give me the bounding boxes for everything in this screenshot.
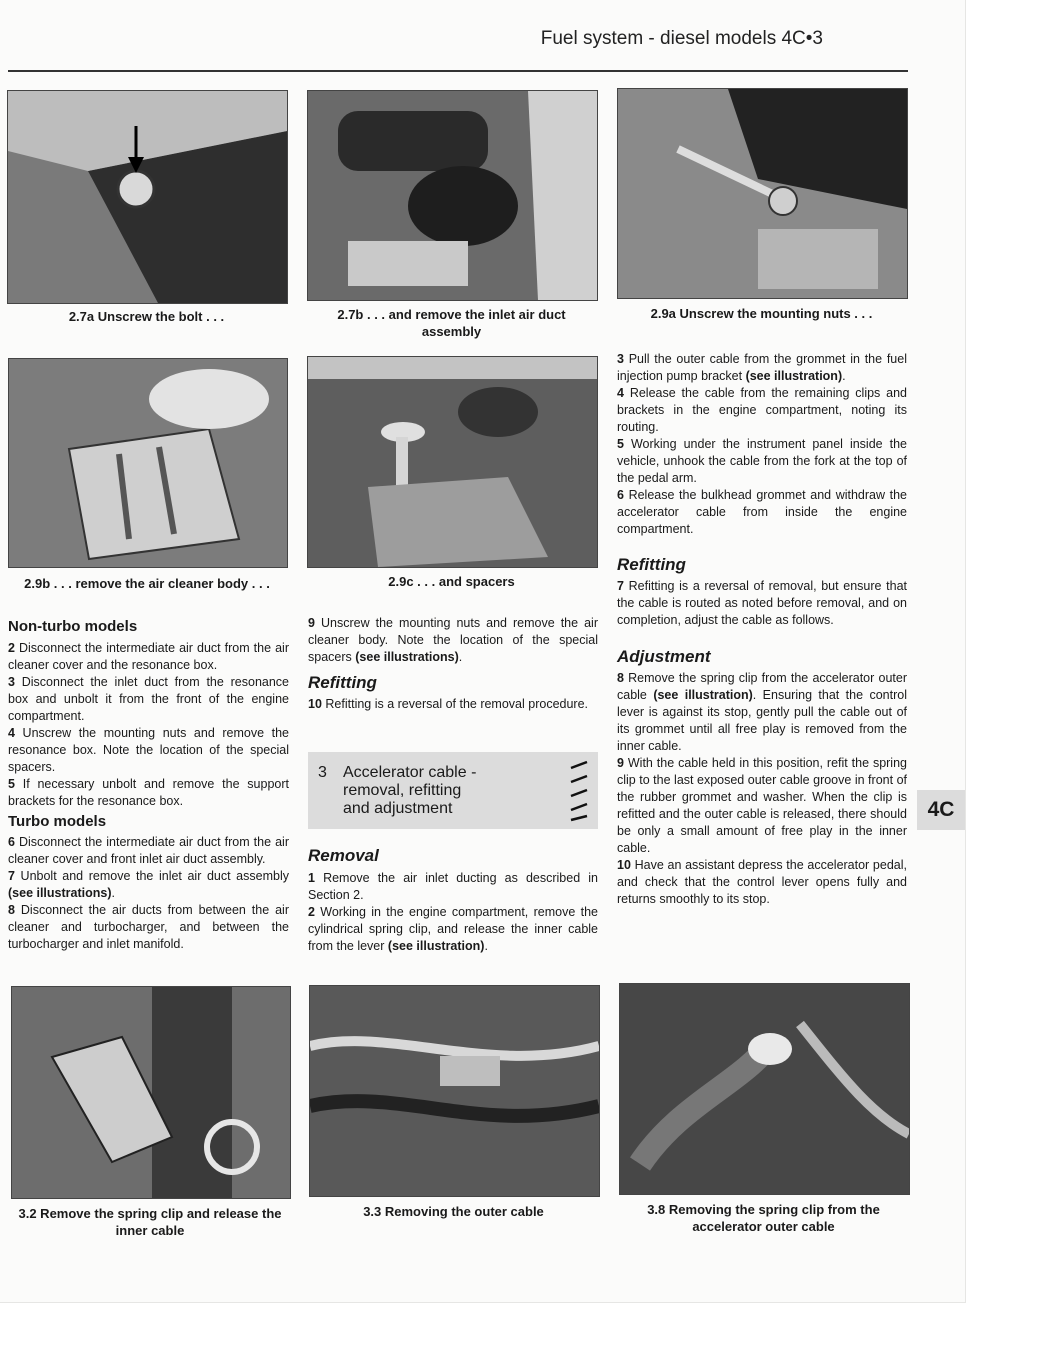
paragraph: 6 Disconnect the intermediate air duct from the air cleaner cover and front inlet air duct assembly. [8,835,289,866]
page-header-title: Fuel system - diesel models 4C•3 [540,28,823,49]
middle-column-bottom [308,845,598,955]
paragraph: 3 Pull the outer cable from the grommet in the fuel injection pump bracket (see illustration). [617,352,907,383]
middle-column-top [308,615,598,713]
paragraph: 2 Working in the engine compartment, remove the cylindrical spring clip, and release the inner cable from the lever (see illustration). [308,905,598,953]
paragraph: 6 Release the bulkhead grommet and withdraw the accelerator cable from inside the engine compartment. [617,488,907,536]
heading-refitting: Refitting [617,555,686,574]
photo-caption: 2.9c . . . and spacers [388,574,515,589]
photo-2-7a [7,90,288,304]
photo-3-3 [309,985,600,1197]
photo-3-2 [11,986,291,1199]
paragraph: 2 Disconnect the intermediate air duct from the air cleaner cover and the resonance box. [8,641,289,672]
paragraph: 9 Unscrew the mounting nuts and remove the air cleaner body. Note the location of the special spacers (see illustrations). [308,616,598,664]
paragraph: 5 If necessary unbolt and remove the support brackets for the resonance box. [8,777,289,808]
photo-3-8 [619,983,910,1195]
photo-caption: 2.9a Unscrew the mounting nuts . . . [650,306,873,321]
paragraph: 10 Refitting is a reversal of the removal procedure. [308,697,589,711]
paragraph: 3 Disconnect the inlet duct from the resonance box and unbolt it from the front of the engine compartment. [8,675,289,723]
section-title: Accelerator cable - removal, refitting and adjustment [343,764,477,817]
difficulty-spanner-icon [565,758,593,824]
photo-caption: 2.9b . . . remove the air cleaner body . . . [24,576,270,591]
photo-caption: 2.7b . . . and remove the inlet air duct assembly [337,307,566,339]
paragraph: 4 Unscrew the mounting nuts and remove the resonance box. Note the location of the special spacers. [8,726,289,774]
photo-2-7b [307,90,598,301]
photo-caption: 3.2 Remove the spring clip and release the inner cable [18,1206,282,1238]
paragraph: 8 Disconnect the air ducts from between the air cleaner and turbocharger, and between the turbocharger and inlet manifold. [8,903,289,951]
heading-adjustment: Adjustment [617,647,711,666]
paragraph: 7 Refitting is a reversal of removal, but ensure that the cable is routed as noted before removal, and on completion, adjust the cable as follows. [617,579,907,627]
photo-2-9b [8,358,288,568]
heading-refitting: Refitting [308,673,377,692]
header-rule [8,70,908,72]
right-column [617,351,907,908]
paragraph: 8 Remove the spring clip from the accelerator outer cable (see illustration). Ensuring that the control lever is against its stop, gently pull the cable out of its grommet until all free play is removed from the inner cable. [617,671,907,753]
paragraph: 4 Release the cable from the remaining clips and brackets in the engine compartment, noting its routing. [617,386,907,434]
paragraph: 10 Have an assistant depress the accelerator pedal, and check that the control lever opens fully and returns smoothly to its stop. [617,858,907,906]
photo-caption: 3.8 Removing the spring clip from the accelerator outer cable [647,1202,880,1234]
paragraph: 5 Working under the instrument panel inside the vehicle, unhook the cable from the fork at the top of the pedal arm. [617,437,907,485]
photo-caption: 3.3 Removing the outer cable [363,1204,544,1219]
heading-removal: Removal [308,846,379,865]
paragraph: 1 Remove the air inlet ducting as described in Section 2. [308,871,598,902]
section-number: 3 [318,764,327,781]
paragraph: 7 Unbolt and remove the inlet air duct assembly (see illustrations). [8,869,289,900]
left-column [8,617,289,953]
heading-turbo: Turbo models [8,813,107,830]
section-heading-box [308,752,598,829]
photo-2-9c [307,356,598,568]
paragraph: 9 With the cable held in this position, refit the spring clip to the last exposed outer cable groove in front of the rubber grommet and washer. When the clip is refitted and the outer cable is released, there should be only a small amount of free play in the inner cable. [617,756,907,855]
photo-2-9a [617,88,908,299]
photo-caption: 2.7a Unscrew the bolt . . . [68,309,225,324]
heading-non-turbo: Non-turbo models [8,618,138,635]
chapter-tab: 4C [917,790,965,830]
